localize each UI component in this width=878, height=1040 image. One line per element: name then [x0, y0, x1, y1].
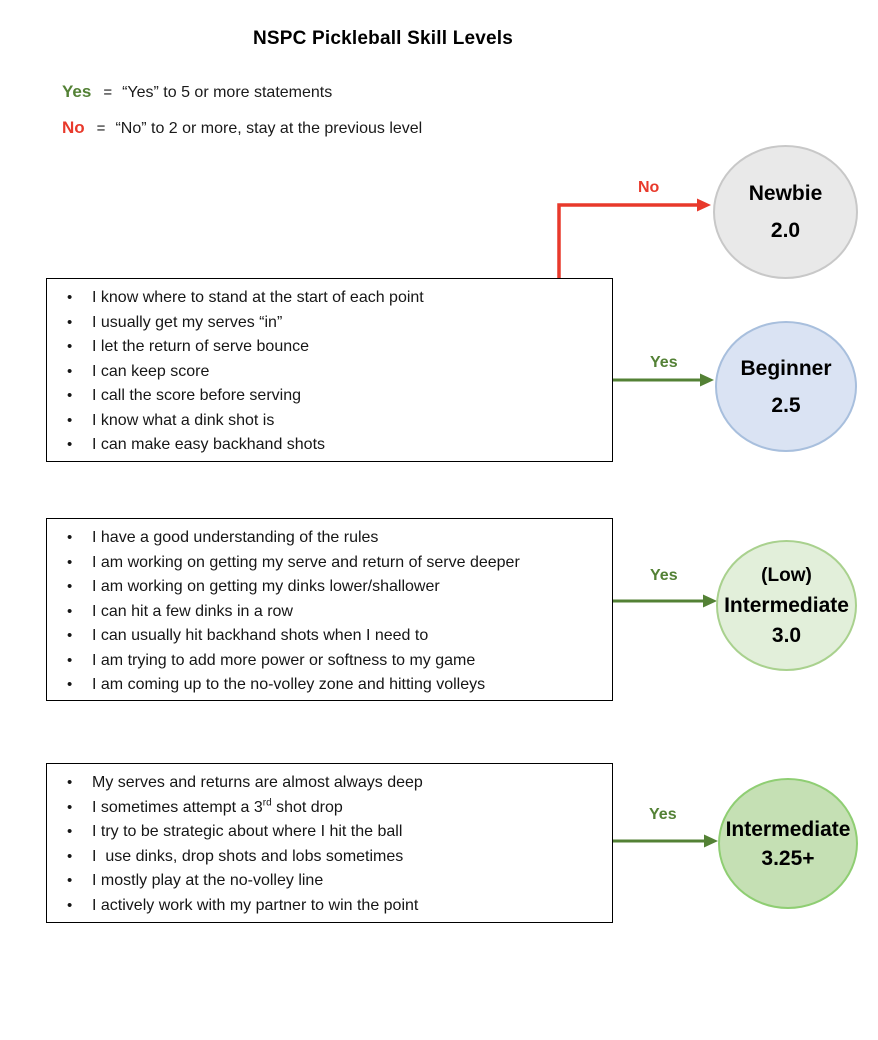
level-rating: 3.25+ [761, 846, 815, 870]
legend-no-text: “No” to 2 or more, stay at the previous level [115, 120, 423, 137]
yes1-connector-arrowhead [700, 374, 714, 387]
legend-yes-row [62, 82, 332, 102]
statement-list [47, 764, 612, 918]
statement-item: • I am working on getting my dinks lower/shallower [47, 575, 608, 600]
statements-box-beginner [46, 278, 613, 462]
ordinal-superscript: rd [262, 797, 272, 809]
level-rating: 2.0 [770, 219, 801, 242]
legend-no-equals: = [96, 120, 106, 137]
yes3-connector-arrowhead [704, 835, 718, 848]
legend-no-row [62, 118, 422, 138]
statement-item: • I usually get my serves “in” [47, 311, 608, 336]
level-qualifier: (Low) [761, 564, 812, 586]
statement-item: • I let the return of serve bounce [47, 335, 608, 360]
statement-item: • I know where to stand at the start of each point [47, 286, 608, 311]
yes3-connector-label: Yes [649, 806, 677, 823]
statements-box-intermediate [46, 763, 613, 923]
level-name: Intermediate [724, 593, 849, 617]
yes1-connector-label: Yes [650, 354, 678, 371]
level-name: Beginner [740, 356, 832, 380]
statement-item: • I sometimes attempt a 3rd shot drop [47, 796, 608, 821]
statement-item: • I use dinks, drop shots and lobs sometimes [47, 845, 608, 870]
level-rating: 2.5 [771, 393, 801, 417]
statement-item: • I am coming up to the no-volley zone and hitting volleys [47, 673, 608, 698]
statement-item: • I mostly play at the no-volley line [47, 869, 608, 894]
statement-item: • I try to be strategic about where I hit the ball [47, 820, 608, 845]
yes2-connector-arrowhead [703, 595, 717, 608]
statement-item: • I can make easy backhand shots [47, 433, 608, 458]
no-connector-line [559, 205, 697, 279]
level-rating: 3.0 [771, 623, 802, 647]
level-circle-beginner [715, 321, 857, 452]
statement-item: • I can keep score [47, 360, 608, 385]
level-circle-low-intermediate [716, 540, 857, 671]
statement-list [47, 279, 612, 458]
page-title: NSPC Pickleball Skill Levels [252, 28, 514, 49]
statement-list [47, 519, 612, 698]
level-circle-intermediate [718, 778, 858, 909]
level-name: Intermediate [725, 817, 851, 841]
legend-yes-equals: = [103, 84, 113, 101]
statement-item: • I call the score before serving [47, 384, 608, 409]
statement-item: • I am trying to add more power or softness to my game [47, 649, 608, 674]
statements-box-low-intermediate [46, 518, 613, 701]
statement-item: • I am working on getting my serve and return of serve deeper [47, 551, 608, 576]
yes2-connector-label: Yes [650, 567, 678, 584]
legend-yes-key: Yes [62, 82, 92, 101]
statement-item: • I know what a dink shot is [47, 409, 608, 434]
statement-item: • I actively work with my partner to win the point [47, 894, 608, 919]
no-connector-label: No [638, 179, 660, 196]
statement-item: • I have a good understanding of the rules [47, 526, 608, 551]
statement-item: • I can hit a few dinks in a row [47, 600, 608, 625]
legend-no-key: No [62, 118, 85, 137]
legend-yes-text: “Yes” to 5 or more statements [122, 84, 333, 101]
statement-item: • I can usually hit backhand shots when I need to [47, 624, 608, 649]
no-connector-arrowhead [697, 199, 711, 212]
statement-item: • My serves and returns are almost always deep [47, 771, 608, 796]
level-circle-newbie [713, 145, 858, 279]
level-name: Newbie [748, 182, 823, 205]
